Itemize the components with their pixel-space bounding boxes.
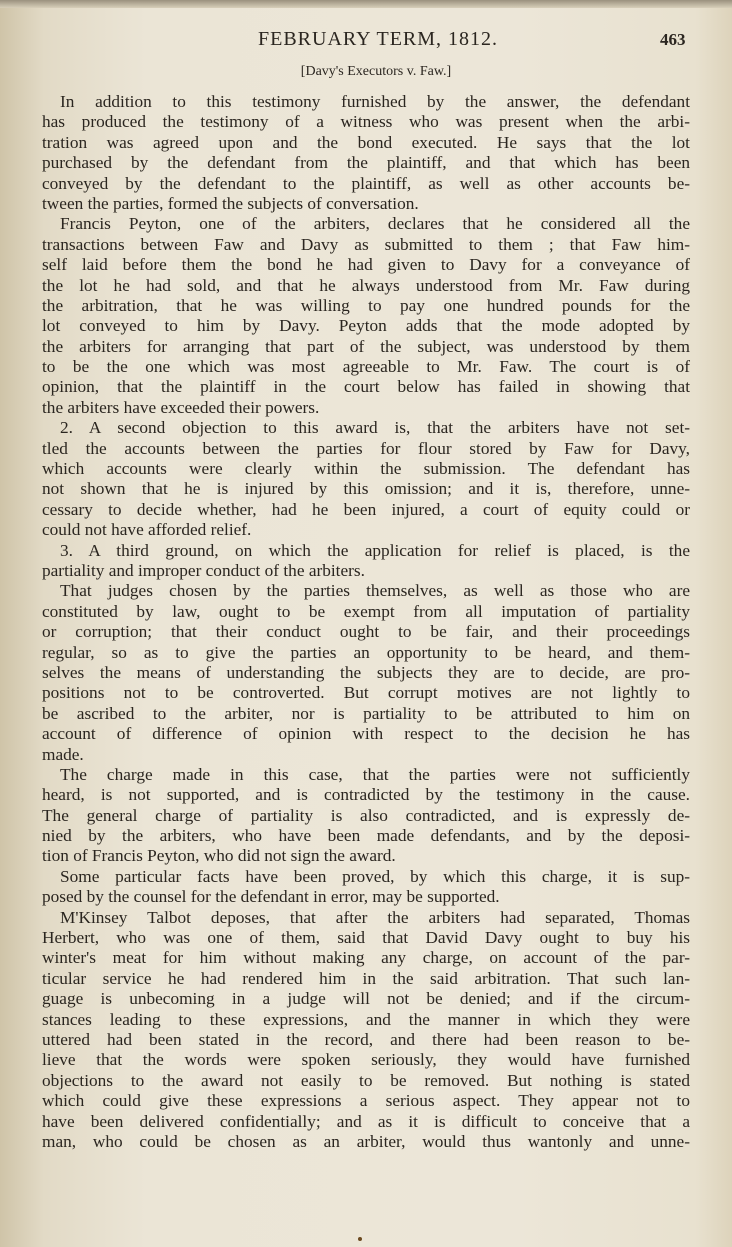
text-line: That judges chosen by the parties themselves, as well as those who are <box>60 581 690 601</box>
print-mark <box>358 1237 362 1241</box>
text-line: cessary to decide whether, had he been injured, a court of equity could or <box>42 499 690 519</box>
text-line: tween the parties, formed the subjects of conversation. <box>42 193 419 213</box>
text-line: uttered had been stated in the record, and there had been reason to be- <box>42 1029 690 1049</box>
text-line: nied by the arbiters, who have been made defendants, and by the deposi- <box>42 826 690 846</box>
text-line: 3. A third ground, on which the application for relief is placed, is the <box>60 540 690 560</box>
text-line: winter's meat for him without making any charge, on account of the par- <box>42 948 690 968</box>
text-line: be ascribed to the arbiter, nor is partiality to be attributed to him on <box>42 703 690 723</box>
text-line: could not have afforded relief. <box>42 520 252 540</box>
text-line: man, who could be chosen as an arbiter, would thus wantonly and unne- <box>42 1131 690 1151</box>
text-line: constituted by law, ought to be exempt from all imputation of partiality <box>42 601 690 621</box>
text-line: have been delivered confidentially; and as it is difficult to conceive that a <box>42 1111 690 1131</box>
text-line: Francis Peyton, one of the arbiters, declares that he considered all the <box>60 214 690 234</box>
text-line: In addition to this testimony furnished by the answer, the defendant <box>60 92 690 111</box>
text-line: lieve that the words were spoken seriously, they would have furnished <box>42 1050 690 1070</box>
text-line: the arbiters have exceeded their powers. <box>42 397 320 417</box>
running-title: FEBRUARY TERM, 1812. <box>258 28 499 50</box>
text-line: transactions between Faw and Davy as submitted to them ; that Faw him- <box>42 234 690 254</box>
text-line: lot conveyed to him by Davy. Peyton adds that the mode adopted by <box>42 316 690 336</box>
text-line: the arbiters for arranging that part of the subject, was understood by them <box>42 336 690 356</box>
text-line: The general charge of partiality is also contradicted, and is expressly de- <box>42 805 690 825</box>
text-line: which could give these expressions a serious aspect. They appear not to <box>42 1091 690 1111</box>
text-line: conveyed by the defendant to the plaintiff, as well as other accounts be- <box>42 173 690 193</box>
text-line: has produced the testimony of a witness who was present when the arbi- <box>42 112 690 132</box>
text-line: self laid before them the bond he had given to Davy for a conveyance of <box>42 255 690 275</box>
text-line: partiality and improper conduct of the arbiters. <box>42 560 365 580</box>
text-line: which accounts were clearly within the submission. The defendant has <box>42 459 690 479</box>
text-line: purchased by the defendant from the plaintiff, and that which has been <box>42 153 690 173</box>
text-line: M'Kinsey Talbot deposes, that after the arbiters had separated, Thomas <box>60 907 690 927</box>
text-line: guage is unbecoming in a judge will not be denied; and if the circum- <box>42 989 690 1009</box>
page-top-edge <box>0 0 732 8</box>
text-line: stances leading to these expressions, and the manner in which they were <box>42 1009 690 1029</box>
page-number: 463 <box>660 30 686 49</box>
text-line: to be the one which was most agreeable to Mr. Faw. The court is of <box>42 357 690 377</box>
text-line: objections to the award not easily to be removed. But nothing is stated <box>42 1070 690 1090</box>
text-line: 2. A second objection to this award is, that the arbiters have not set- <box>60 418 690 438</box>
text-line: opinion, that the plaintiff in the court below has failed in showing that <box>42 377 690 397</box>
text-line: the lot he had sold, and that he always understood from Mr. Faw during <box>42 275 690 295</box>
text-line: not shown that he is injured by this omission; and it is, therefore, unne- <box>42 479 690 499</box>
text-line: regular, so as to give the parties an opportunity to be heard, and them- <box>42 642 690 662</box>
text-line: Herbert, who was one of them, said that David Davy ought to buy his <box>42 928 690 948</box>
text-line: posed by the counsel for the defendant in error, may be supported. <box>42 887 500 907</box>
text-line: ticular service he had rendered him in the said arbitration. That such lan- <box>42 968 690 988</box>
text-line: the arbitration, that he was willing to pay one hundred pounds for the <box>42 295 690 315</box>
text-line: or corruption; that their conduct ought to be fair, and their proceedings <box>42 622 690 642</box>
text-line: The charge made in this case, that the parties were not sufficiently <box>60 764 690 784</box>
text-line: positions not to be controverted. But corrupt motives are not lightly to <box>42 683 690 703</box>
case-title: [Davy's Executors v. Faw.] <box>300 64 452 79</box>
text-line: made. <box>42 744 84 764</box>
text-line: selves the means of understanding the subjects they are to decide, are pro- <box>42 662 690 682</box>
text-line: tration was agreed upon and the bond executed. He says that the lot <box>42 132 690 152</box>
text-line: tled the accounts between the parties for flour stored by Faw for Davy, <box>42 438 690 458</box>
page-header <box>0 28 732 52</box>
text-line: account of difference of opinion with respect to the decision he has <box>42 724 690 744</box>
body-text <box>42 92 690 1152</box>
text-line: Some particular facts have been proved, by which this charge, it is sup- <box>60 866 690 886</box>
text-line: heard, is not supported, and is contradicted by the testimony in the cause. <box>42 785 690 805</box>
text-line: tion of Francis Peyton, who did not sign the award. <box>42 846 396 866</box>
